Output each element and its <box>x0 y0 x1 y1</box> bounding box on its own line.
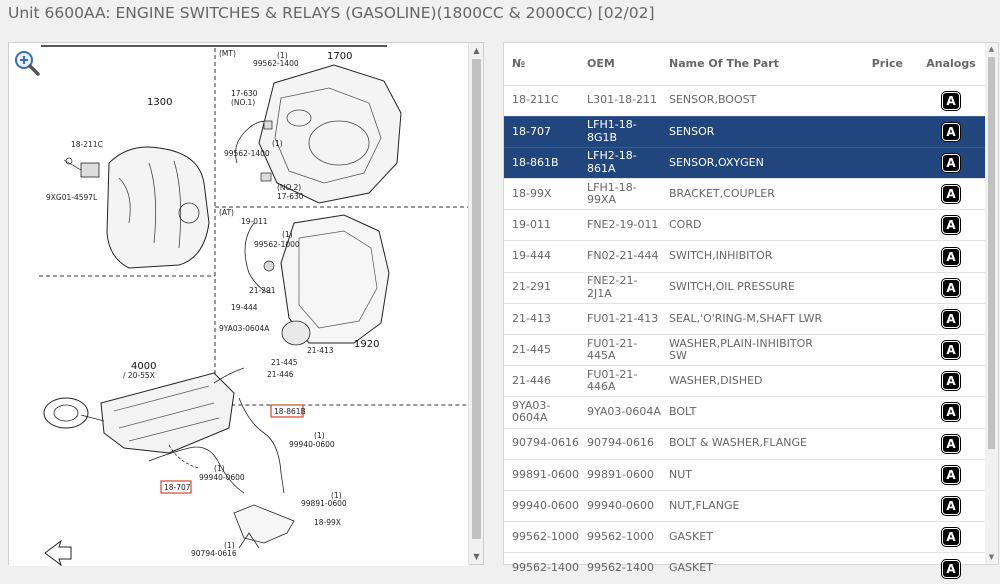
table-row[interactable] <box>504 490 987 521</box>
cell-name: BOLT <box>669 405 697 419</box>
table-row[interactable] <box>504 85 987 116</box>
analogs-icon[interactable]: A <box>942 310 960 328</box>
cell-name: GASKET <box>669 529 713 543</box>
diagram-svg <box>9 43 469 566</box>
cell-price <box>831 397 915 428</box>
cell-oem: 99891-0600 <box>587 467 654 481</box>
cell-no: 99891-0600 <box>512 467 579 481</box>
cell-name: SWITCH,INHIBITOR <box>669 249 773 263</box>
diag-label-19-444: 19-444 <box>231 303 258 312</box>
diag-label-17-630b: 17-630 <box>277 192 304 201</box>
cell-analogs <box>915 553 987 584</box>
table-row[interactable] <box>504 241 987 272</box>
cell-analogs <box>915 428 987 459</box>
cell-name: BRACKET,COUPLER <box>669 186 775 200</box>
cell-analogs <box>915 272 987 303</box>
cell-name: NUT <box>669 467 692 481</box>
diag-label-n5: (1) <box>214 464 225 473</box>
diag-label-99562-1400: 99562-1400 <box>253 59 299 68</box>
diag-label-21-291: 21-291 <box>249 286 276 295</box>
parts-scroll-thumb[interactable] <box>988 57 995 449</box>
cell-analogs <box>915 179 987 210</box>
diag-label-at: (AT) <box>219 208 234 217</box>
table-row[interactable] <box>504 366 987 397</box>
table-row[interactable] <box>504 210 987 241</box>
analogs-icon[interactable]: A <box>942 248 960 266</box>
table-row[interactable] <box>504 553 987 584</box>
diagram-panel[interactable] <box>8 42 484 565</box>
cell-price <box>831 272 915 303</box>
diag-label-19-011: 19-011 <box>241 217 268 226</box>
table-row[interactable] <box>504 147 987 178</box>
table-row[interactable] <box>504 272 987 303</box>
diag-label-21-413: 21-413 <box>307 346 334 355</box>
cell-oem: L301-18-211 <box>587 93 658 107</box>
cell-no: 18-707 <box>504 116 579 147</box>
diag-label-n1: (1) <box>277 51 288 60</box>
analogs-icon[interactable]: A <box>942 123 960 141</box>
cell-price <box>831 303 915 334</box>
cell-analogs <box>915 147 987 178</box>
cell-name: SWITCH,OIL PRESSURE <box>669 280 795 294</box>
diag-label-99562-1000: 99562-1000 <box>254 240 300 249</box>
diag-label-21-446: 21-446 <box>267 370 294 379</box>
cell-price <box>831 490 915 521</box>
cell-name: WASHER,DISHED <box>669 374 763 388</box>
analogs-icon[interactable]: A <box>942 435 960 453</box>
diag-label-1920: 1920 <box>354 339 380 350</box>
cell-no: 18-99X <box>512 186 552 200</box>
analogs-icon[interactable]: A <box>942 92 960 110</box>
diagram-scroll-up[interactable]: ▲ <box>473 46 480 55</box>
diag-label-no1: (NO.1) <box>231 98 256 107</box>
cell-name: NUT,FLANGE <box>669 498 740 512</box>
analogs-icon[interactable]: A <box>942 341 960 359</box>
diagram-scroll-thumb[interactable] <box>472 59 481 539</box>
parts-table-body <box>504 85 987 584</box>
cell-price <box>831 366 915 397</box>
cell-oem: 9YA03-0604A <box>587 405 661 419</box>
diag-label-9ya03: 9YA03-0604A <box>219 324 270 333</box>
cell-no: 18-861B <box>504 147 579 178</box>
cell-no: 21-291 <box>512 280 551 294</box>
cell-price <box>831 241 915 272</box>
cell-no: 99940-0600 <box>512 498 579 512</box>
parts-scroll-up[interactable]: ▲ <box>988 45 995 53</box>
cell-analogs <box>915 210 987 241</box>
cell-no: 99562-1400 <box>512 561 579 575</box>
diag-label-4000: 4000 <box>131 361 157 372</box>
diag-label-mt: (MT) <box>219 49 236 58</box>
cell-price <box>831 147 915 178</box>
cell-no: 90794-0616 <box>512 436 579 450</box>
table-row[interactable] <box>504 179 987 210</box>
diag-label-21-445: 21-445 <box>271 358 298 367</box>
diag-label-99940-0600: 99940-0600 <box>289 440 335 449</box>
diag-label-99562-1400b: 99562-1400 <box>224 149 270 158</box>
exploded-diagram[interactable] <box>9 43 469 566</box>
cell-price <box>831 459 915 490</box>
cell-no: 19-444 <box>512 249 551 263</box>
diagram-scroll-down[interactable]: ▼ <box>473 552 480 561</box>
diag-label-18-99x: 18-99X <box>314 518 341 527</box>
cell-analogs <box>915 490 987 521</box>
col-header-name[interactable]: Name Of The Part <box>669 57 779 71</box>
cell-name: BOLT & WASHER,FLANGE <box>669 436 807 450</box>
col-header-price[interactable]: Price <box>871 57 903 71</box>
col-header-analogs[interactable]: Analogs <box>926 57 976 71</box>
cell-oem: FNE2-21-2J1A <box>587 274 638 300</box>
cell-price <box>831 116 915 147</box>
analogs-icon[interactable]: A <box>942 216 960 234</box>
diag-label-n2: (1) <box>272 139 283 148</box>
cell-analogs <box>915 335 987 366</box>
analogs-icon[interactable]: A <box>942 403 960 421</box>
cell-name: WASHER,PLAIN-INHIBITOR SW <box>669 336 813 363</box>
parts-scroll-down[interactable]: ▼ <box>988 553 995 561</box>
analogs-icon[interactable]: A <box>942 528 960 546</box>
cell-name: GASKET <box>669 561 713 575</box>
cell-analogs <box>915 366 987 397</box>
analogs-icon[interactable]: A <box>942 466 960 484</box>
cell-analogs <box>915 522 987 553</box>
cell-oem: FU01-21-446A <box>587 367 638 394</box>
analogs-icon[interactable]: A <box>942 497 960 515</box>
diag-label-1300: 1300 <box>147 97 173 108</box>
cell-analogs <box>915 303 987 334</box>
cell-oem: FNE2-19-011 <box>587 218 659 232</box>
diag-label-9xg01: 9XG01-4597L <box>46 193 98 202</box>
cell-name: CORD <box>669 218 702 232</box>
table-row[interactable] <box>504 522 987 553</box>
table-row[interactable] <box>504 335 987 366</box>
table-header-row <box>504 43 987 85</box>
cell-price <box>831 428 915 459</box>
cell-oem: 90794-0616 <box>587 436 654 450</box>
diag-label-90794: 90794-0616 <box>191 549 237 558</box>
cell-price <box>831 335 915 366</box>
diag-label-n7: (1) <box>224 541 235 550</box>
table-row[interactable] <box>504 303 987 334</box>
cell-name: SENSOR <box>661 116 831 147</box>
table-row[interactable] <box>504 116 987 147</box>
cell-oem: 99562-1400 <box>587 561 654 575</box>
analogs-icon[interactable]: A <box>942 154 960 172</box>
diag-label-17-630: 17-630 <box>231 89 258 98</box>
cell-oem: FN02-21-444 <box>587 249 659 263</box>
cell-no: 21-413 <box>512 311 551 325</box>
cell-price <box>831 179 915 210</box>
cell-no: 21-446 <box>512 374 551 388</box>
analogs-icon[interactable]: A <box>942 279 960 297</box>
cell-name: SENSOR,OXYGEN <box>661 147 831 178</box>
cell-oem: LFH1-18-99XA <box>587 180 637 207</box>
diag-label-no2: (NO.2) <box>277 183 302 192</box>
col-header-oem[interactable]: OEM <box>587 57 615 71</box>
parts-panel <box>503 42 999 576</box>
cell-analogs <box>915 459 987 490</box>
cell-oem: 99562-1000 <box>587 529 654 543</box>
cell-analogs <box>915 241 987 272</box>
diag-label-99940-0600b: 99940-0600 <box>199 473 245 482</box>
diag-label-99891: 99891-0600 <box>301 499 347 508</box>
diagram-scrollbar[interactable] <box>468 43 483 564</box>
cell-price <box>831 85 915 116</box>
parts-scrollbar[interactable] <box>985 43 998 564</box>
table-row[interactable] <box>504 459 987 490</box>
diag-label-18-861b: 18-861B <box>274 407 306 416</box>
parts-table <box>504 43 987 584</box>
cell-no: 18-211C <box>512 93 559 107</box>
analogs-icon[interactable]: A <box>942 372 960 390</box>
cell-oem: FU01-21-445A <box>587 336 638 363</box>
cell-price <box>831 522 915 553</box>
diag-label-18-211c: 18-211C <box>71 140 103 149</box>
cell-oem: LFH2-18-861A <box>579 147 661 178</box>
col-header-no[interactable]: № <box>512 57 526 71</box>
cell-price <box>831 553 915 584</box>
cell-analogs <box>915 85 987 116</box>
zoom-in-button[interactable] <box>13 49 41 77</box>
table-row[interactable] <box>504 397 987 428</box>
table-row[interactable] <box>504 428 987 459</box>
cell-no: 19-011 <box>512 218 551 232</box>
cell-analogs <box>915 116 987 147</box>
cell-no: 99562-1000 <box>512 529 579 543</box>
cell-oem: FU01-21-413 <box>587 311 659 325</box>
diag-label-2055x: / 20-55X <box>123 371 155 380</box>
zoom-in-icon <box>13 49 41 77</box>
diag-label-n6: (1) <box>331 491 342 500</box>
cell-oem: 99940-0600 <box>587 498 654 512</box>
cell-price <box>831 210 915 241</box>
cell-name: SEAL,'O'RING-M,SHAFT LWR <box>669 311 823 325</box>
page-title: Unit 6600AA: ENGINE SWITCHES & RELAYS (GASOLINE)(1800CC & 2000CC) [02/02] <box>8 4 655 22</box>
cell-no: 21-445 <box>512 342 551 356</box>
diag-label-1700: 1700 <box>327 51 353 62</box>
cell-oem: LFH1-18-8G1B <box>579 116 661 147</box>
cell-no: 9YA03-0604A <box>512 398 551 425</box>
cell-name: SENSOR,BOOST <box>669 93 757 107</box>
diag-label-n3: (1) <box>282 230 293 239</box>
diag-label-n4: (1) <box>314 431 325 440</box>
analogs-icon[interactable]: A <box>942 185 960 203</box>
diag-label-18-707: 18-707 <box>164 483 191 492</box>
cell-analogs <box>915 397 987 428</box>
analogs-icon[interactable]: A <box>942 560 960 578</box>
